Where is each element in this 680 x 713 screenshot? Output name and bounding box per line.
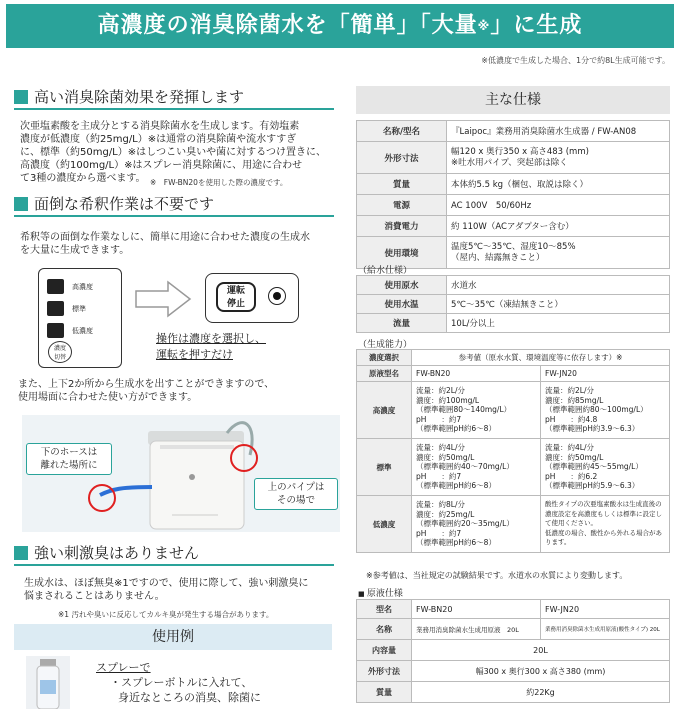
section-marker [14, 197, 28, 211]
raw-liquid-title-text: 原液仕様 [366, 589, 403, 599]
body-line: 使用場面に合わせた使い方ができます。 [18, 392, 198, 403]
section-heading-text: 高い消臭除菌効果を発揮します [34, 88, 245, 106]
section-divider [14, 564, 334, 566]
gen-cell: 流量：約2L/分 濃度：約100mg/L （標準範囲80～140mg/L） pH ：約7 （標準範囲pH約6～8） [412, 382, 541, 439]
section-divider [14, 108, 334, 110]
banner-sup: ※ [477, 19, 491, 33]
body-line: 希釈等の面倒な作業なしに、簡単に用途に合わせた濃度の生成水 [20, 232, 310, 243]
spray-bottle-image [26, 656, 70, 709]
odor-footnote: ※1 汚れや臭いに反応してカルキ臭が発生する場合があります。 [58, 610, 274, 619]
body-line: を大量に生成できます。 [20, 245, 130, 256]
standard-button [47, 301, 64, 316]
gen-cell: 流量：約2L/分 濃度：約85mg/L （標準範囲約80～100mg/L） pH ：約4.8 （標準範囲pH約3.9～6.3） [541, 382, 670, 439]
raw-cell: 業務用消臭除菌水生成用原液 20L [412, 619, 541, 640]
callout-upper-pipe: 上のパイプは その場で [254, 478, 338, 510]
raw-cell: 業務用消臭除菌水生成用原液(酸性タイプ) 20L [541, 619, 670, 640]
run-stop-button: 運転 停止 [216, 282, 256, 312]
low-label: 低濃度 [72, 327, 93, 335]
callout-lower-hose: 下のホースは 離れた場所に [26, 443, 112, 475]
spec-value: 幅120 x 奥行350 x 高さ483 (mm) ※吐水用パイプ、突起部は除く [447, 142, 670, 174]
table-row [357, 661, 670, 682]
table-row [357, 366, 670, 382]
section-heading-dilution [14, 193, 214, 214]
gen-col-header: 原液型名 [357, 366, 412, 382]
table-row [357, 314, 670, 333]
table-row [357, 174, 670, 195]
spec-value: 温度5℃～35℃、湿度10～85% （屋内、結露無きこと） [447, 237, 670, 269]
raw-col-header: FW-JN20 [541, 600, 670, 619]
raw-cell: 幅300 x 奥行300 x 高さ380 (mm) [412, 661, 670, 682]
spec-key: 使用原水 [357, 276, 447, 295]
generation-title: （生成能力） [358, 340, 413, 350]
dual-outlet-text [18, 378, 338, 404]
gen-col-header: FW-JN20 [541, 366, 670, 382]
table-row [357, 276, 670, 295]
section-marker [14, 90, 28, 104]
spec-value: 『Laipoc』業務用消臭除菌水生成器 / FW-AN08 [447, 121, 670, 142]
standard-label: 標準 [72, 305, 86, 313]
gen-row-key: 高濃度 [357, 382, 412, 439]
gen-head-value: 参考値（原水水質、環境温度等に依存します）※ [412, 350, 670, 366]
body-line: て3種の濃度から選べます。 [20, 173, 146, 184]
top-note: ※低濃度で生成した場合、1分で約8L生成可能です。 [481, 56, 670, 65]
usage-line: 身近なところの消臭、除菌に [118, 691, 261, 704]
raw-col-header: FW-BN20 [412, 600, 541, 619]
spec-key: 消費電力 [357, 216, 447, 237]
body-line: 高濃度（約100mg/L）※はスプレー消臭除菌に、用途に合わせ [20, 160, 303, 171]
gen-cell: 流量：約4L/分 濃度：約50mg/L （標準範囲約40～70mg/L） pH ：約7 （標準範囲pH約6～8） [412, 439, 541, 496]
table-row [357, 142, 670, 174]
gen-cell: 流量：約4L/分 濃度：約50mg/L （標準範囲約45～55mg/L） pH ：約6.2 （標準範囲pH約5.9～6.3） [541, 439, 670, 496]
banner-title: 高濃度の消臭除菌水を「簡単」「大量 [97, 13, 478, 38]
spec-value: AC 100V 50/60Hz [447, 195, 670, 216]
section-marker [14, 546, 28, 560]
raw-key: 外形寸法 [357, 661, 412, 682]
raw-liquid-table [356, 599, 670, 703]
table-row [357, 600, 670, 619]
generation-table [356, 349, 670, 553]
raw-key: 内容量 [357, 640, 412, 661]
spec-key: 外形寸法 [357, 142, 447, 174]
gen-row-key: 低濃度 [357, 496, 412, 553]
table-row [357, 640, 670, 661]
spec-value: 5℃～35℃（凍結無きこと） [447, 295, 670, 314]
raw-col-header: 型名 [357, 600, 412, 619]
table-row [357, 195, 670, 216]
effect-footnote: ※ FW-BN20を使用した際の濃度です。 [150, 178, 288, 187]
spec-value: 10L/分以上 [447, 314, 670, 333]
raw-key: 質量 [357, 682, 412, 703]
spec-value: 水道水 [447, 276, 670, 295]
usage-title: 使用例 [14, 624, 332, 650]
high-label: 高濃度 [72, 283, 93, 291]
caption-line: 運転を押すだけ [156, 348, 233, 361]
gen-head-key: 濃度選択 [357, 350, 412, 366]
table-row [357, 216, 670, 237]
section-heading-odor [14, 542, 199, 563]
section-divider [14, 215, 334, 217]
spec-key: 名称/型名 [357, 121, 447, 142]
spec-main-table [356, 120, 670, 269]
usage-line: ・スプレーボトルに入れて、 [110, 676, 253, 689]
spec-key: 使用水温 [357, 295, 447, 314]
concentration-switch-dial: 濃度 切替 [48, 341, 72, 363]
gen-cell: 流量：約8L/分 濃度：約25mg/L （標準範囲約20～35mg/L） pH ：約7 （標準範囲pH約6～8） [412, 496, 541, 553]
spec-value: 約 110W（ACアダプター含む） [447, 216, 670, 237]
usage-spray-title: スプレーで [96, 661, 151, 674]
arrow-right-icon [134, 279, 194, 319]
spec-key: 質量 [357, 174, 447, 195]
table-row [357, 439, 670, 496]
gen-col-header: FW-BN20 [412, 366, 541, 382]
table-row [357, 350, 670, 366]
spec-key: 流量 [357, 314, 447, 333]
generation-footnote: ※参考値は、当社規定の試験結果です。水道水の水質により変動します。 [366, 571, 628, 580]
run-panel-illustration [205, 273, 299, 323]
power-indicator [268, 287, 286, 305]
high-concentration-button [47, 279, 64, 294]
water-spec-table [356, 275, 670, 333]
body-line: 濃度が低濃度（約25mg/L）※は通常の消臭除菌や流水すすぎ [20, 134, 297, 145]
gen-cell: 酸性タイプの次亜塩素酸水は生成直後の濃度設定を高濃度もしくは標準に設定して使用ください。 低濃度の場合、酸性から外れる場合があります。 [541, 496, 670, 553]
table-row [357, 496, 670, 553]
spec-key: 電源 [357, 195, 447, 216]
section-heading-text: 面倒な希釈作業は不要です [34, 195, 215, 213]
spec-key: 使用環境 [357, 237, 447, 269]
spec-title: 主な仕様 [356, 86, 670, 114]
body-line: また、上下2か所から生成水を出すことができますので、 [18, 379, 275, 390]
section-heading-text: 強い刺激臭はありません [34, 544, 200, 562]
raw-cell: 約22Kg [412, 682, 670, 703]
banner-title-end: 」に生成 [490, 13, 583, 38]
gen-row-key: 標準 [357, 439, 412, 496]
raw-cell: 20L [412, 640, 670, 661]
table-row [357, 121, 670, 142]
operation-caption [156, 331, 266, 363]
table-row [357, 295, 670, 314]
body-line: 生成水は、ほぼ無臭※1ですので、使用に際して、強い刺激臭に [24, 578, 309, 589]
section-dilution-body [20, 231, 340, 257]
control-panel-illustration [38, 268, 122, 368]
section-odor-body [24, 577, 342, 603]
body-line: 悩まされることはありません。 [24, 591, 165, 602]
table-row [357, 382, 670, 439]
water-spec-title: （給水仕様） [358, 266, 413, 276]
page-banner [6, 4, 674, 48]
section-heading-effect [14, 86, 244, 107]
low-concentration-button [47, 323, 64, 338]
table-row [357, 619, 670, 640]
spec-value: 本体約5.5 kg（梱包、取説は除く） [447, 174, 670, 195]
usage-spray [96, 660, 261, 705]
body-line: 次亜塩素酸を主成分とする消臭除菌水を生成します。有効塩素 [20, 121, 300, 132]
raw-key: 名称 [357, 619, 412, 640]
section-effect-body [20, 120, 340, 185]
caption-line: 操作は濃度を選択し、 [156, 332, 266, 345]
body-line: に、標準（約50mg/L）※はしつこい臭いや菌に対するつけ置きに、 [20, 147, 327, 158]
table-row [357, 682, 670, 703]
raw-liquid-title: ■ 原液仕様 [358, 589, 403, 599]
